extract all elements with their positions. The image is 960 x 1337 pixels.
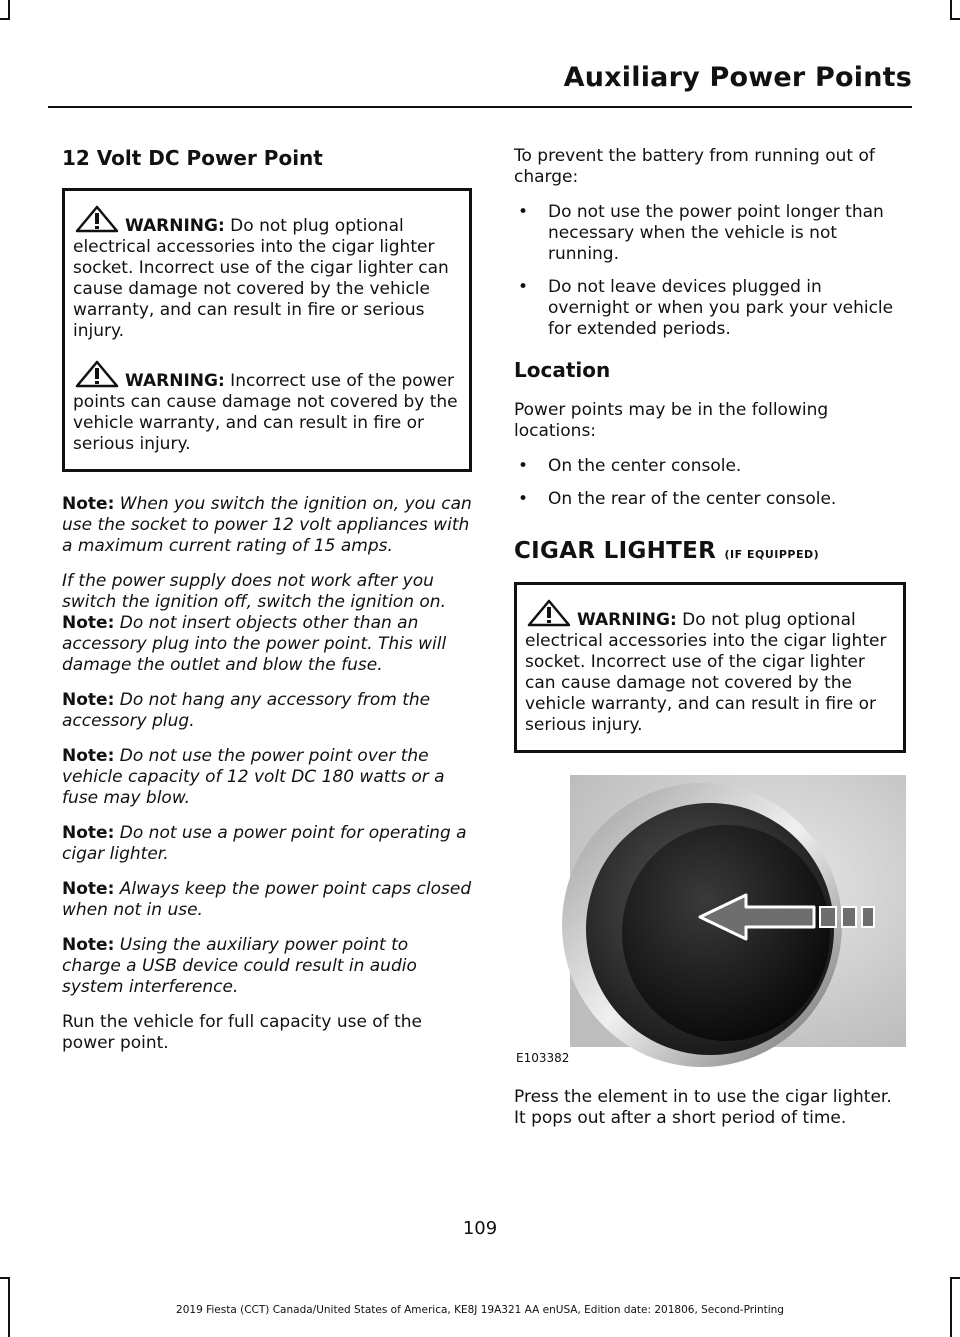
- note: [62, 613, 472, 676]
- warning-text: Do not plug optional electrical accessories into the cigar lighter socket. Incorrect use of the cigar lighter can cause damage not covered by the vehicle warranty, and can result in fire or serious injury.: [73, 216, 449, 341]
- bullet-list: [514, 202, 906, 340]
- warning-label: WARNING:: [125, 371, 225, 391]
- note: [62, 879, 472, 921]
- page-footer: 2019 Fiesta (CCT) Canada/United States of America, KE8J 19A321 AA enUSA, Edition date: 201806, Second-Printing: [176, 1304, 784, 1316]
- warning-triangle-icon: [73, 205, 121, 233]
- note-text: Do not use a power point for operating a cigar lighter.: [62, 823, 467, 864]
- italic-paragraph: [62, 571, 472, 613]
- section-heading: Location: [514, 358, 611, 382]
- crop-mark: [0, 18, 10, 20]
- header-rule: [48, 106, 912, 108]
- crop-mark: [950, 0, 952, 20]
- note: [62, 690, 472, 732]
- right-column: [514, 146, 906, 1143]
- cigar-lighter-image: [514, 775, 906, 1069]
- list-item: • On the rear of the center console.: [514, 489, 906, 510]
- bullet-list: [514, 456, 906, 510]
- note-text: Do not use the power point over the vehicle capacity of 12 volt DC 180 watts or a fuse may blow.: [62, 746, 445, 808]
- crop-mark: [950, 1277, 960, 1279]
- note-text: Do not hang any accessory from the accessory plug.: [62, 690, 431, 731]
- crop-mark: [950, 18, 960, 20]
- heading-qualifier: (IF EQUIPPED): [724, 548, 820, 561]
- warning-label: WARNING:: [125, 216, 225, 236]
- section-heading: [514, 538, 906, 564]
- note: [62, 823, 472, 865]
- heading-text: CIGAR LIGHTER: [514, 538, 717, 564]
- note: [62, 935, 472, 998]
- note: [62, 494, 472, 557]
- note-text: Do not insert objects other than an accessory plug into the power point. This will damage the outlet and blow the fuse.: [62, 613, 447, 675]
- page-number: 109: [462, 1218, 498, 1239]
- warning-text: Do not plug optional electrical accessories into the cigar lighter socket. Incorrect use of the cigar lighter can cause damage not covered by the vehicle warranty, and can result in fire or serious injury.: [525, 610, 887, 735]
- note: [62, 746, 472, 809]
- warning-triangle-icon: [525, 599, 573, 627]
- note-label: Note:: [62, 879, 115, 899]
- body-paragraph: To prevent the battery from running out of charge:: [514, 146, 875, 187]
- note-text: When you switch the ignition on, you can use the socket to power 12 volt appliances with a maximum current rating of 15 amps.: [62, 494, 472, 556]
- list-item: • On the center console.: [514, 456, 906, 477]
- warning-label: WARNING:: [577, 610, 677, 630]
- note-text: Using the auxiliary power point to charge a USB device could result in audio system interference.: [62, 935, 417, 997]
- warning-triangle-icon: [73, 360, 121, 388]
- left-column: [62, 146, 472, 1068]
- warning: [73, 205, 461, 342]
- italic-text: If the power supply does not work after you switch the ignition off, switch the ignition on.: [62, 571, 446, 612]
- note-label: Note:: [62, 613, 115, 633]
- figure-caption: E103382: [516, 1051, 570, 1065]
- warning: [525, 599, 895, 736]
- note-label: Note:: [62, 746, 115, 766]
- body-paragraph: Press the element in to use the cigar lighter. It pops out after a short period of time.: [514, 1087, 892, 1128]
- warning-text: Incorrect use of the power points can cause damage not covered by the vehicle warranty, and can result in fire or serious injury.: [73, 371, 458, 454]
- crop-mark: [0, 1277, 10, 1279]
- list-item: • Do not use the power point longer than necessary when the vehicle is not running.: [514, 202, 906, 265]
- note-label: Note:: [62, 494, 115, 514]
- warning: [73, 360, 461, 455]
- note-label: Note:: [62, 935, 115, 955]
- cigar-lighter-illustration: [514, 775, 906, 1069]
- warning-box: [62, 188, 472, 472]
- lighter-knob: [622, 825, 830, 1041]
- page-title: Auxiliary Power Points: [563, 62, 912, 93]
- crop-mark: [8, 0, 10, 20]
- warning-box: [514, 582, 906, 753]
- section-heading: 12 Volt DC Power Point: [62, 146, 323, 170]
- note-label: Note:: [62, 823, 115, 843]
- body-paragraph: Power points may be in the following locations:: [514, 400, 829, 441]
- note-label: Note:: [62, 690, 115, 710]
- list-item: • Do not leave devices plugged in overnight or when you park your vehicle for extended periods.: [514, 277, 906, 340]
- body-paragraph: Run the vehicle for full capacity use of the power point.: [62, 1012, 422, 1053]
- note-text: Always keep the power point caps closed when not in use.: [62, 879, 472, 920]
